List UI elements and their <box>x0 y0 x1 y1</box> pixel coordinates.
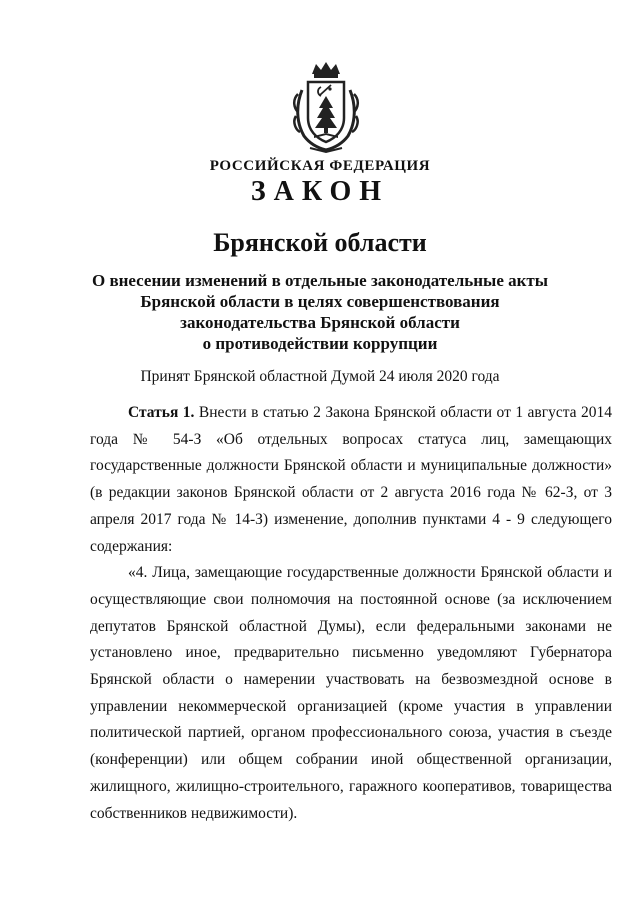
clause-4-paragraph: «4. Лица, замещающие государственные должности Брянской области и осуществляющие свои полномочия на постоянной основе (за исключением депутатов Брянской областной Думы), если федеральными законами не установлено иное, предварительно письменно уведомляют Губернатора Брянской области о намерении участвовать на безвозмездной основе в управлении некоммерческой организацией (кроме участия в управлении политической партией, органом профессионального союза, участия в съезде (конференции) или общем собрании иной общественной организации, жилищного, жилищно-строительного, гаражного кооперативов, товарищества собственников недвижимости). <box>90 564 612 822</box>
country-heading: РОССИЙСКАЯ ФЕДЕРАЦИЯ <box>209 158 431 174</box>
coat-of-arms-icon <box>290 60 362 156</box>
article-text: Внести в статью 2 Закона Брянской области от 1 августа 2014 года № 54-З «Об отдельных вопросах статуса лиц, замещающих государственные должности Брянской области и муниципальные должности» (в редакции законов Брянской области от 2 августа 2016 года № 62-З, от 3 апреля 2017 года № 14-З) изменение, дополнив пунктами 4 - 9 следующего содержания: <box>90 404 613 555</box>
region-heading: Брянской области <box>213 228 427 257</box>
law-title-line: о противодействии коррупции <box>202 334 438 353</box>
law-title <box>0 270 640 354</box>
article-label: Статья 1. <box>128 404 195 421</box>
article-1-paragraph <box>90 400 612 560</box>
law-title-line: О внесении изменений в отдельные законодательные акты <box>91 271 549 290</box>
document-body <box>90 400 612 827</box>
adoption-note: Принят Брянской областной Думой 24 июля 2020 года <box>140 368 500 385</box>
law-title-line: законодательства Брянской области <box>180 313 460 332</box>
law-title-line: Брянской области в целях совершенствования <box>140 292 500 311</box>
document-type-heading: ЗАКОН <box>250 176 390 207</box>
